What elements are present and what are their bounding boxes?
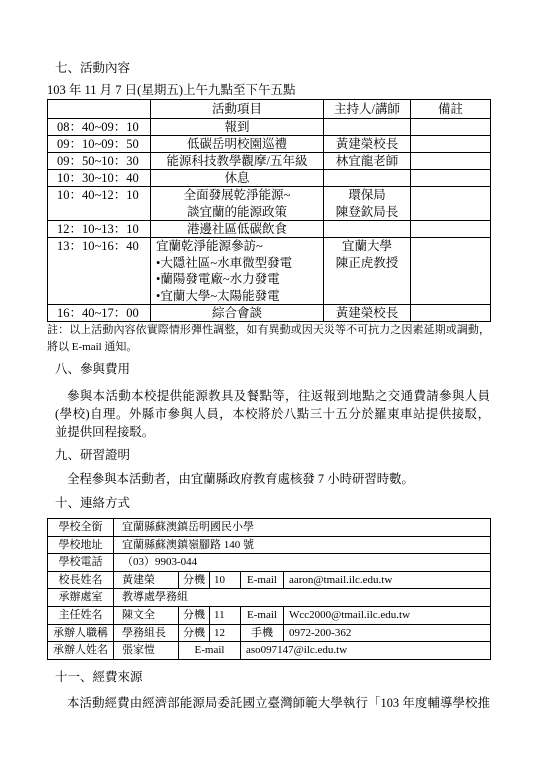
contact-row-handler-name (48, 642, 491, 660)
schedule-item-line: 能源科技教學觀摩/五年級 (166, 154, 308, 168)
note-line: 將以 E-mail 通知。 (47, 341, 138, 353)
paragraph-line: 全程參與本活動者，由宜蘭縣政府教育處核發 7 小時研習時數。 (67, 472, 414, 486)
schedule-item-line: 休息 (224, 171, 250, 185)
fees-paragraph (55, 387, 490, 441)
director-email: Wcc2000@tmail.ilc.edu.tw (284, 606, 491, 624)
schedule-row (48, 187, 491, 221)
funding-paragraph (55, 694, 490, 712)
contact-row-principal (48, 571, 491, 589)
schedule-item-bullet: •大隱社區~水車微型發電 (156, 255, 293, 270)
contact-row-school-address (48, 536, 491, 554)
schedule-remark (411, 170, 491, 187)
schedule-item (151, 305, 324, 322)
schedule-row (48, 170, 491, 187)
schedule-host-line: 黃建榮校長 (335, 137, 399, 151)
contact-row-school-phone (48, 554, 491, 572)
section-heading-certificate: 九、研習證明 (55, 448, 131, 462)
schedule-remark (411, 238, 491, 305)
schedule-item-line: 港邊社區低碳飲食 (186, 222, 287, 236)
schedule-item-line: 全面發展乾淨能源~ (183, 188, 291, 202)
schedule-remark (411, 119, 491, 136)
schedule-item (151, 187, 324, 221)
handler-title-label: 承辦人職稱 (48, 624, 114, 642)
school-address-value: 宜蘭縣蘇澳鎮嶺腳路 140 號 (114, 536, 491, 554)
schedule-row (48, 221, 491, 238)
schedule-item-line: 綜合會談 (211, 306, 262, 320)
schedule-item-bullet: •蘭陽發電廠~水力發電 (156, 272, 280, 286)
school-phone-label: 學校電話 (48, 554, 114, 572)
handler-email: aso097147@ilc.edu.tw (241, 642, 491, 660)
schedule-host (324, 187, 411, 221)
schedule-time: 16：40~17：00 (48, 305, 151, 322)
schedule-time: 09：50~10：30 (48, 153, 151, 170)
paragraph-line: 並提供回程接駁。 (55, 425, 155, 439)
handler-ext: 12 (210, 624, 241, 642)
contact-row-school-name (48, 519, 491, 537)
handler-ext-label: 分機 (179, 624, 210, 642)
activity-date: 103 年 11 月 7 日(星期五)上午九點至下午五點 (47, 83, 296, 97)
section-heading-activities: 七、活動內容 (55, 61, 131, 75)
schedule-item-bullet: •宜蘭大學~太陽能發電 (156, 288, 280, 303)
paragraph-line: 參與本活動本校提供能源教具及餐點等，往返報到地點之交通費請參與人員 (67, 389, 490, 403)
schedule-host-line: 陳正虎教授 (335, 255, 399, 270)
handler-name-value: 張家愷 (114, 642, 179, 660)
handler-mobile: 0972-200-362 (284, 624, 491, 642)
section-heading-contact: 十、連絡方式 (55, 496, 131, 510)
schedule-host (324, 305, 411, 322)
schedule-row (48, 136, 491, 153)
schedule-time: 12：10~13：10 (48, 221, 151, 238)
schedule-item (151, 170, 324, 187)
schedule-host-line: 林宜龍老師 (335, 154, 399, 168)
director-ext: 11 (210, 606, 241, 624)
schedule-body (48, 100, 491, 322)
principal-email-label: E-mail (241, 571, 284, 589)
schedule-item (151, 153, 324, 170)
school-phone-value: （03）9903-044 (114, 554, 491, 572)
schedule-host (324, 170, 411, 187)
schedule-row (48, 153, 491, 170)
contact-row-office (48, 589, 491, 607)
schedule-time: 10：30~10：40 (48, 170, 151, 187)
contact-row-handler-title (48, 624, 491, 642)
schedule-header-row (48, 100, 491, 119)
schedule-host (324, 221, 411, 238)
schedule-row (48, 238, 491, 305)
schedule-host-line: 環保局 (348, 188, 386, 202)
schedule-header-remark: 備註 (411, 100, 491, 119)
schedule-item-line: 低碳岳明校園巡禮 (186, 137, 287, 151)
paragraph-line: (學校)自理。外縣市參與人員，本校將於八點三十五分於羅東車站提供接駁， (55, 407, 490, 421)
director-email-label: E-mail (241, 606, 284, 624)
schedule-host (324, 153, 411, 170)
section-heading-fees: 八、參與費用 (55, 362, 131, 376)
school-name-value: 宜蘭縣蘇澳鎮岳明國民小學 (114, 519, 491, 537)
schedule-item-line: 宜蘭乾淨能源參訪~ (156, 239, 263, 253)
schedule-header-host: 主持人/講師 (324, 100, 411, 119)
principal-name: 黃建榮 (114, 571, 179, 589)
schedule-header-time (48, 100, 151, 119)
schedule-remark (411, 221, 491, 238)
principal-label: 校長姓名 (48, 571, 114, 589)
handler-title-value: 學務組長 (114, 624, 179, 642)
principal-email: aaron@tmail.ilc.edu.tw (284, 571, 491, 589)
schedule-row (48, 119, 491, 136)
schedule-header-item: 活動項目 (151, 100, 324, 119)
director-label: 主任姓名 (48, 606, 114, 624)
paragraph-line: 本活動經費由經濟部能源局委託國立臺灣師範大學執行「103 年度輔導學校推 (67, 696, 490, 710)
schedule-item-line: 談宜蘭的能源政策 (186, 204, 287, 219)
contact-table (47, 518, 491, 660)
schedule-table (47, 99, 491, 322)
schedule-host (324, 136, 411, 153)
director-ext-label: 分機 (179, 606, 210, 624)
office-label: 承辦處室 (48, 589, 114, 607)
contact-row-director (48, 606, 491, 624)
section-heading-funding: 十一、經費來源 (55, 670, 143, 684)
schedule-item (151, 119, 324, 136)
schedule-row (48, 305, 491, 322)
principal-ext: 10 (210, 571, 241, 589)
schedule-item-line: 報到 (224, 120, 250, 134)
schedule-remark (411, 187, 491, 221)
schedule-host-line: 黃建榮校長 (335, 306, 399, 320)
schedule-remark (411, 153, 491, 170)
handler-email-label: E-mail (179, 642, 241, 660)
office-value: 教導處學務組 (114, 589, 491, 607)
schedule-host-line: 陳登欽局長 (335, 204, 399, 219)
schedule-time: 13：10~16：40 (48, 238, 151, 305)
schedule-time: 08：40~09：10 (48, 119, 151, 136)
principal-ext-label: 分機 (179, 571, 210, 589)
school-address-label: 學校地址 (48, 536, 114, 554)
handler-name-label: 承辦人姓名 (48, 642, 114, 660)
schedule-item (151, 238, 324, 305)
schedule-host-line: 宜蘭大學 (341, 239, 392, 253)
schedule-item (151, 221, 324, 238)
schedule-time: 10：40~12：10 (48, 187, 151, 221)
schedule-note (47, 322, 490, 356)
schedule-host (324, 238, 411, 305)
contact-body (48, 519, 491, 660)
schedule-item (151, 136, 324, 153)
schedule-time: 09：10~09：50 (48, 136, 151, 153)
school-name-label: 學校全銜 (48, 519, 114, 537)
schedule-host (324, 119, 411, 136)
schedule-remark (411, 305, 491, 322)
director-name: 陳文全 (114, 606, 179, 624)
note-line: 註：以上活動內容依實際情形彈性調整，如有異動或因天災等不可抗力之因素延期或調動， (47, 324, 490, 336)
schedule-remark (411, 136, 491, 153)
handler-mobile-label: 手機 (241, 624, 284, 642)
certificate-paragraph (55, 470, 490, 488)
